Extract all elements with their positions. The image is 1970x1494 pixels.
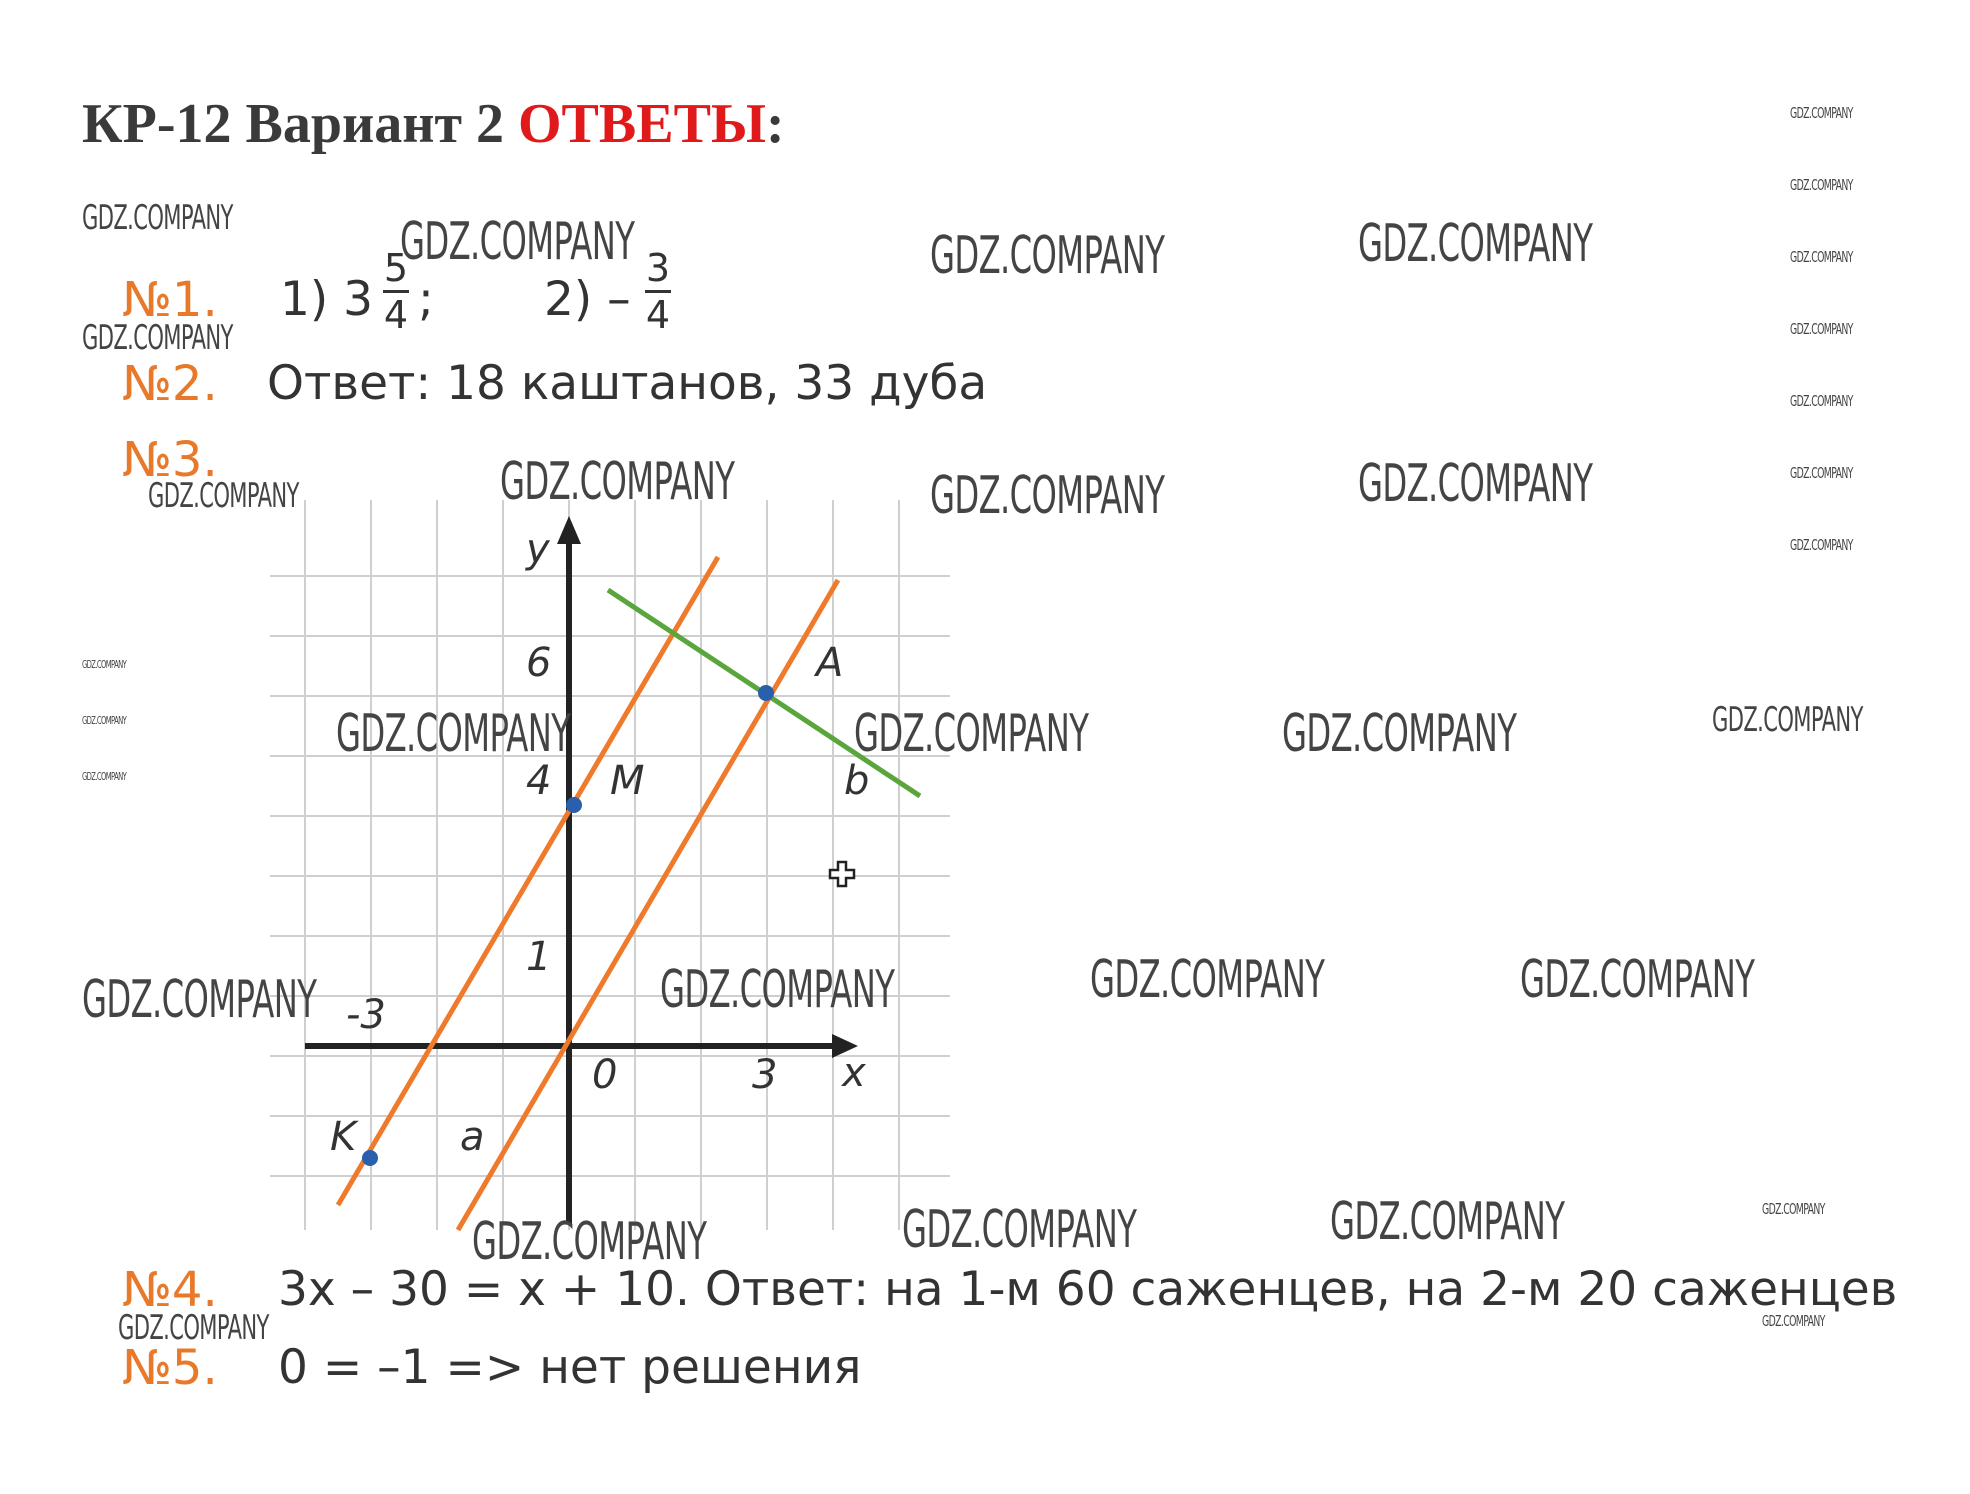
title-answers: ОТВЕТЫ [518, 93, 766, 155]
x-axis-label: x [842, 1050, 866, 1096]
watermark: GDZ.COMPANY [1330, 1192, 1565, 1252]
watermark: GDZ.COMPANY [1790, 248, 1853, 266]
watermark: GDZ.COMPANY [1358, 454, 1593, 514]
grid [270, 500, 950, 1230]
watermark: GDZ.COMPANY [82, 770, 127, 783]
watermark: GDZ.COMPANY [1790, 536, 1853, 554]
task-3-label: №3. [122, 432, 218, 488]
task-2-answer: Ответ: 18 каштанов, 33 дуба [267, 356, 988, 411]
task-5-label: №5. [122, 1340, 218, 1396]
tick-label-neg3: -3 [346, 992, 386, 1038]
task-4-answer: 3x – 30 = x + 10. Ответ: на 1-м 60 саженцев, на 2-м 20 саженцев [278, 1262, 1898, 1317]
task-1-part2-prefix: 2) – [544, 272, 631, 327]
watermark: GDZ.COMPANY [472, 1212, 707, 1272]
watermark: GDZ.COMPANY [336, 704, 571, 764]
line-b-label: b [844, 758, 870, 804]
watermark: GDZ.COMPANY [1282, 704, 1517, 764]
point-a [758, 685, 774, 701]
point-m-label: M [610, 758, 645, 804]
watermark: GDZ.COMPANY [1790, 320, 1853, 338]
title-colon: : [765, 93, 785, 155]
watermark: GDZ.COMPANY [82, 970, 317, 1030]
watermark: GDZ.COMPANY [1762, 1312, 1825, 1330]
watermark: GDZ.COMPANY [82, 658, 127, 671]
task-2-label: №2. [122, 356, 218, 412]
watermark: GDZ.COMPANY [1790, 464, 1853, 482]
origin-label: 0 [592, 1052, 618, 1098]
title-main: КР-12 Вариант 2 [82, 93, 518, 155]
watermark: GDZ.COMPANY [1520, 950, 1755, 1010]
tick-label-6: 6 [526, 640, 552, 686]
watermark: GDZ.COMPANY [1790, 176, 1853, 194]
watermark: GDZ.COMPANY [1762, 1200, 1825, 1218]
tick-label-1: 1 [526, 934, 552, 980]
watermark: GDZ.COMPANY [1790, 392, 1853, 410]
tick-label-4: 4 [526, 758, 552, 804]
watermark: GDZ.COMPANY [930, 466, 1165, 526]
y-axis-label: y [526, 526, 550, 572]
watermark: GDZ.COMPANY [400, 212, 635, 272]
watermark: GDZ.COMPANY [82, 198, 233, 238]
point-a-label: A [816, 640, 844, 686]
fraction-2-denominator: 4 [645, 293, 671, 337]
point-m [566, 797, 582, 813]
line-a-label: a [460, 1114, 485, 1160]
task-1-part1-suffix: ; [418, 272, 434, 327]
point-k-label: K [330, 1114, 357, 1160]
watermark: GDZ.COMPANY [1790, 104, 1853, 122]
watermark: GDZ.COMPANY [82, 714, 127, 727]
fraction-1-denominator: 4 [383, 293, 409, 337]
task-1-part1-prefix: 1) 3 [280, 272, 374, 327]
task-5-answer: 0 = –1 => нет решения [278, 1340, 862, 1395]
watermark: GDZ.COMPANY [82, 318, 233, 358]
watermark: GDZ.COMPANY [930, 226, 1165, 286]
watermark: GDZ.COMPANY [148, 476, 299, 516]
watermark: GDZ.COMPANY [1090, 950, 1325, 1010]
task-4-label: №4. [122, 1262, 218, 1318]
watermark: GDZ.COMPANY [660, 960, 895, 1020]
watermark: GDZ.COMPANY [118, 1308, 269, 1348]
watermark: GDZ.COMPANY [500, 452, 735, 512]
fraction-2-numerator: 3 [645, 246, 671, 290]
tick-label-3: 3 [752, 1052, 778, 1098]
watermark: GDZ.COMPANY [1712, 700, 1863, 740]
watermark: GDZ.COMPANY [1358, 214, 1593, 274]
fraction-1-numerator: 5 [383, 246, 409, 290]
task-1-label: №1. [122, 272, 218, 328]
y-axis-arrow [557, 516, 581, 544]
point-k [362, 1150, 378, 1166]
watermark: GDZ.COMPANY [902, 1200, 1137, 1260]
watermark: GDZ.COMPANY [854, 704, 1089, 764]
